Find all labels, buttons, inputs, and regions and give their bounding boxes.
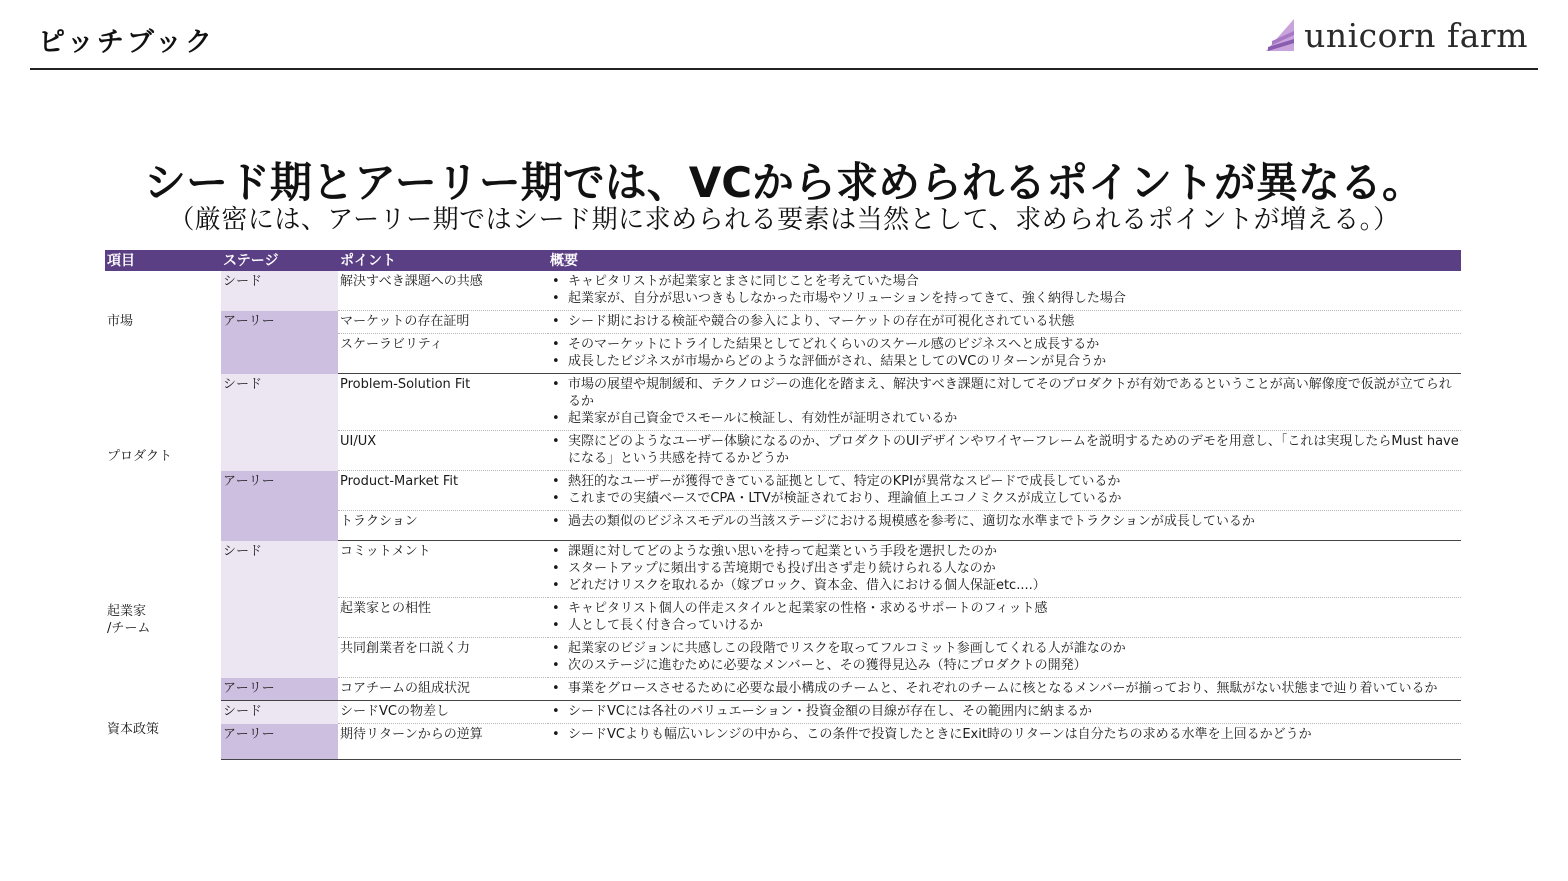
summary-bullet: • 熱狂的なユーザーが獲得できている証拠として、特定のKPIが異常なスピードで成長しているか — [550, 473, 1459, 490]
summary-bullet: • 実際にどのようなユーザー体験になるのか、プロダクトのUIデザインやワイヤーフレームを説明するためのデモを用意し、「これは実現したらMust haveになる」という共感を持てるかどうか — [550, 433, 1459, 467]
summary-cell — [548, 724, 1461, 760]
point-cell: 起業家との相性 — [338, 598, 548, 638]
point-cell: Problem-Solution Fit — [338, 374, 548, 431]
summary-cell — [548, 511, 1461, 541]
point-cell: マーケットの存在証明 — [338, 311, 548, 334]
summary-cell — [548, 541, 1461, 598]
summary-cell — [548, 471, 1461, 511]
table-row — [105, 471, 1461, 511]
summary-bullet: • 課題に対してどのような強い思いを持って起業という手段を選択したのか — [550, 543, 1459, 560]
header-divider — [30, 68, 1538, 70]
summary-cell — [548, 271, 1461, 311]
table-row — [105, 271, 1461, 311]
point-cell: Product-Market Fit — [338, 471, 548, 511]
table-row — [105, 374, 1461, 431]
point-cell: トラクション — [338, 511, 548, 541]
summary-cell — [548, 701, 1461, 724]
point-cell: 期待リターンからの逆算 — [338, 724, 548, 760]
slide-title: シード期とアーリー期では、VCから求められるポイントが異なる。 — [143, 158, 1425, 207]
summary-bullet: • 人として長く付き合っていけるか — [550, 617, 1459, 634]
point-cell: シードVCの物差し — [338, 701, 548, 724]
stage-early: アーリー — [221, 724, 338, 760]
stage-early: アーリー — [221, 311, 338, 374]
category-market: 市場 — [107, 314, 134, 330]
unicorn-horn-icon — [1264, 17, 1298, 55]
summary-bullet: • 事業をグロースさせるために必要な最小構成のチームと、それぞれのチームに核となるメンバーが揃っており、無駄がない状態まで辿り着いているか — [550, 680, 1459, 697]
summary-bullet: • シードVCには各社のバリュエーション・投資金額の目線が存在し、その範囲内に納まるか — [550, 703, 1459, 720]
table-row — [105, 701, 1461, 724]
summary-cell — [548, 638, 1461, 678]
summary-cell — [548, 374, 1461, 431]
point-cell: コアチームの組成状況 — [338, 678, 548, 701]
summary-bullet: • キャピタリスト個人の伴走スタイルと起業家の性格・求めるサポートのフィット感 — [550, 600, 1459, 617]
page-header-title: ピッチブック — [38, 27, 216, 58]
column-header-category: 項目 — [105, 250, 221, 271]
column-header-stage: ステージ — [221, 250, 338, 271]
slide-subtitle: （厳密には、アーリー期ではシード期に求められる要素は当然として、求められるポイントが増える。） — [168, 205, 1400, 235]
summary-bullet: • 起業家が自己資金でスモールに検証し、有効性が証明されているか — [550, 410, 1459, 427]
point-cell: コミットメント — [338, 541, 548, 598]
stage-early: アーリー — [221, 471, 338, 541]
point-cell: スケーラビリティ — [338, 334, 548, 374]
summary-cell — [548, 678, 1461, 701]
summary-bullet: • シードVCよりも幅広いレンジの中から、この条件で投資したときにExit時のリターンは自分たちの求める水準を上回るかどうか — [550, 726, 1459, 743]
table-row — [105, 724, 1461, 760]
summary-bullet: • どれだけリスクを取れるか（嫁ブロック、資本金、借入における個人保証etc....） — [550, 577, 1459, 594]
summary-bullet: • これまでの実績ベースでCPA・LTVが検証されており、理論値上エコノミクスが成立しているか — [550, 490, 1459, 507]
summary-cell — [548, 598, 1461, 638]
table-header-row — [105, 250, 1461, 271]
table-row — [105, 678, 1461, 701]
unicorn-farm-logo — [1264, 16, 1528, 55]
table-row — [105, 541, 1461, 598]
summary-bullet: • シード期における検証や競合の参入により、マーケットの存在が可視化されている状態 — [550, 313, 1459, 330]
summary-cell — [548, 334, 1461, 374]
category-product: プロダクト — [107, 449, 173, 464]
summary-bullet: • スタートアップに頻出する苦境期でも投げ出さず走り続けられる人なのか — [550, 560, 1459, 577]
summary-bullet: • 市場の展望や規制緩和、テクノロジーの進化を踏まえ、解決すべき課題に対してそのプロダクトが有効であるということが高い解像度で仮説が立てられるか — [550, 376, 1459, 410]
column-header-point: ポイント — [338, 250, 548, 271]
stage-seed: シード — [221, 541, 338, 678]
vc-points-table — [105, 250, 1461, 760]
stage-seed: シード — [221, 271, 338, 311]
category-founder-team: 起業家 /チーム — [107, 604, 151, 636]
summary-bullet: • 過去の類似のビジネスモデルの当該ステージにおける規模感を参考に、適切な水準までトラクションが成長しているか — [550, 513, 1459, 530]
summary-bullet: • キャピタリストが起業家とまさに同じことを考えていた場合 — [550, 273, 1459, 290]
summary-bullet: • 起業家が、自分が思いつきもしなかった市場やソリューションを持ってきて、強く納得した場合 — [550, 290, 1459, 307]
stage-early: アーリー — [221, 678, 338, 701]
point-cell: 共同創業者を口説く力 — [338, 638, 548, 678]
logo-text: unicorn farm — [1304, 16, 1528, 55]
column-header-summary: 概要 — [548, 250, 1461, 271]
stage-seed: シード — [221, 701, 338, 724]
point-cell: 解決すべき課題への共感 — [338, 271, 548, 311]
summary-bullet: • そのマーケットにトライした結果としてどれくらいのスケール感のビジネスへと成長するか — [550, 336, 1459, 353]
table-row — [105, 311, 1461, 334]
summary-cell — [548, 431, 1461, 471]
summary-bullet: • 起業家のビジョンに共感しこの段階でリスクを取ってフルコミット参画してくれる人が誰なのか — [550, 640, 1459, 657]
stage-seed: シード — [221, 374, 338, 471]
summary-bullet: • 次のステージに進むために必要なメンバーと、その獲得見込み（特にプロダクトの開発） — [550, 657, 1459, 674]
category-capital-policy: 資本政策 — [107, 721, 160, 737]
summary-bullet: • 成長したビジネスが市場からどのような評価がされ、結果としてのVCのリターンが見合うか — [550, 353, 1459, 370]
summary-cell — [548, 311, 1461, 334]
point-cell: UI/UX — [338, 431, 548, 471]
